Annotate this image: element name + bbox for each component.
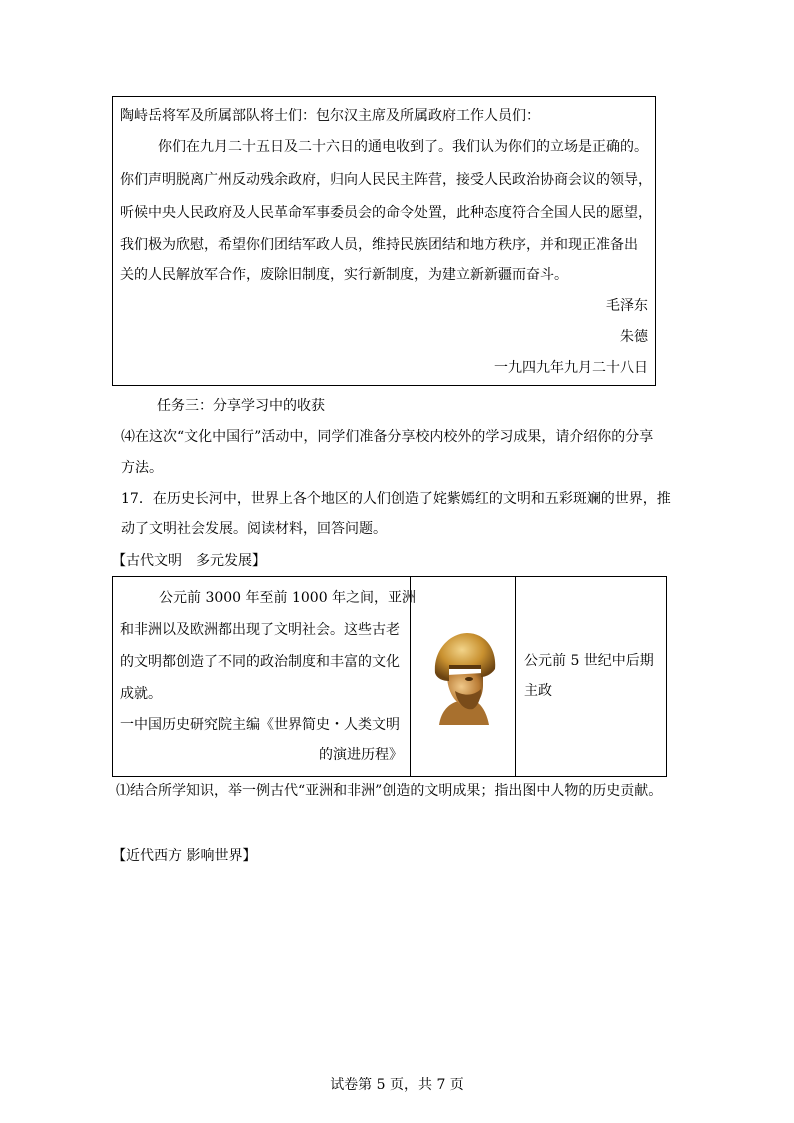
telegram-body-line: 我们极为欣慰，希望你们团结军政人员，维持民族团结和地方秩序，并和现正准备出 (120, 237, 638, 253)
question-1: ⑴结合所学知识，举一例古代“亚洲和非洲”创造的文明成果；指出图中人物的历史贡献。 (116, 783, 663, 799)
telegram-signature-mao: 毛泽东 (606, 298, 648, 314)
q17-line1: 17．在历史长河中，世界上各个地区的人们创造了姹紫嫣红的文明和五彩斑斓的世界，推 (121, 491, 671, 507)
telegram-salutation: 陶峙岳将军及所属部队将士们：包尔汉主席及所属政府工作人员们： (120, 108, 540, 124)
quote-line: 和非洲以及欧洲都出现了文明社会。这些古老 (120, 622, 400, 638)
telegram-signature-zhu: 朱德 (620, 329, 648, 345)
task3-heading: 任务三：分享学习中的收获 (157, 398, 325, 414)
quote-line: 的文明都创造了不同的政治制度和丰富的文化 (120, 654, 400, 670)
telegram-body-line: 听候中央人民政府及人民革命军事委员会的命令处置，此种态度符合全国人民的愿望， (120, 205, 652, 221)
quote-source-line2: 的演进历程》 (319, 747, 403, 763)
telegram-box (112, 96, 656, 386)
q4-line2: 方法。 (121, 460, 163, 476)
telegram-body-line: 你们声明脱离广州反动残余政府，归向人民民主阵营，接受人民政治协商会议的领导， (120, 172, 652, 188)
caption-line1: 公元前 5 世纪中后期 (524, 653, 654, 669)
ancient-material-table (112, 576, 667, 777)
section-ancient-title: 【古代文明 多元发展】 (112, 553, 266, 569)
q17-line2: 动了文明社会发展。阅读材料，回答问题。 (121, 521, 387, 537)
telegram-date: 一九四九年九月二十八日 (494, 360, 648, 376)
image-cell (411, 577, 516, 777)
telegram-body-line: 关的人民解放军合作，废除旧制度，实行新制度，为建立新新疆而奋斗。 (120, 267, 568, 283)
q4-line1: ⑷在这次“文化中国行”活动中，同学们准备分享校内校外的学习成果，请介绍你的分享 (121, 429, 654, 445)
quote-line: 成就。 (120, 686, 162, 702)
telegram-body-line: 你们在九月二十五日及二十六日的通电收到了。我们认为你们的立场是正确的。 (158, 139, 648, 155)
caption-line2: 主政 (524, 683, 552, 699)
section-modern-title: 【近代西方 影响世界】 (112, 848, 257, 864)
caption-cell (516, 577, 667, 777)
quote-source-line1: 一中国历史研究院主编《世界简史・人类文明 (120, 717, 400, 733)
pericles-bust-icon (425, 629, 501, 725)
quote-cell (113, 577, 417, 777)
page-footer: 试卷第 5 页，共 7 页 (330, 1077, 464, 1093)
quote-line: 公元前 3000 年至前 1000 年之间，亚洲 (159, 590, 417, 606)
